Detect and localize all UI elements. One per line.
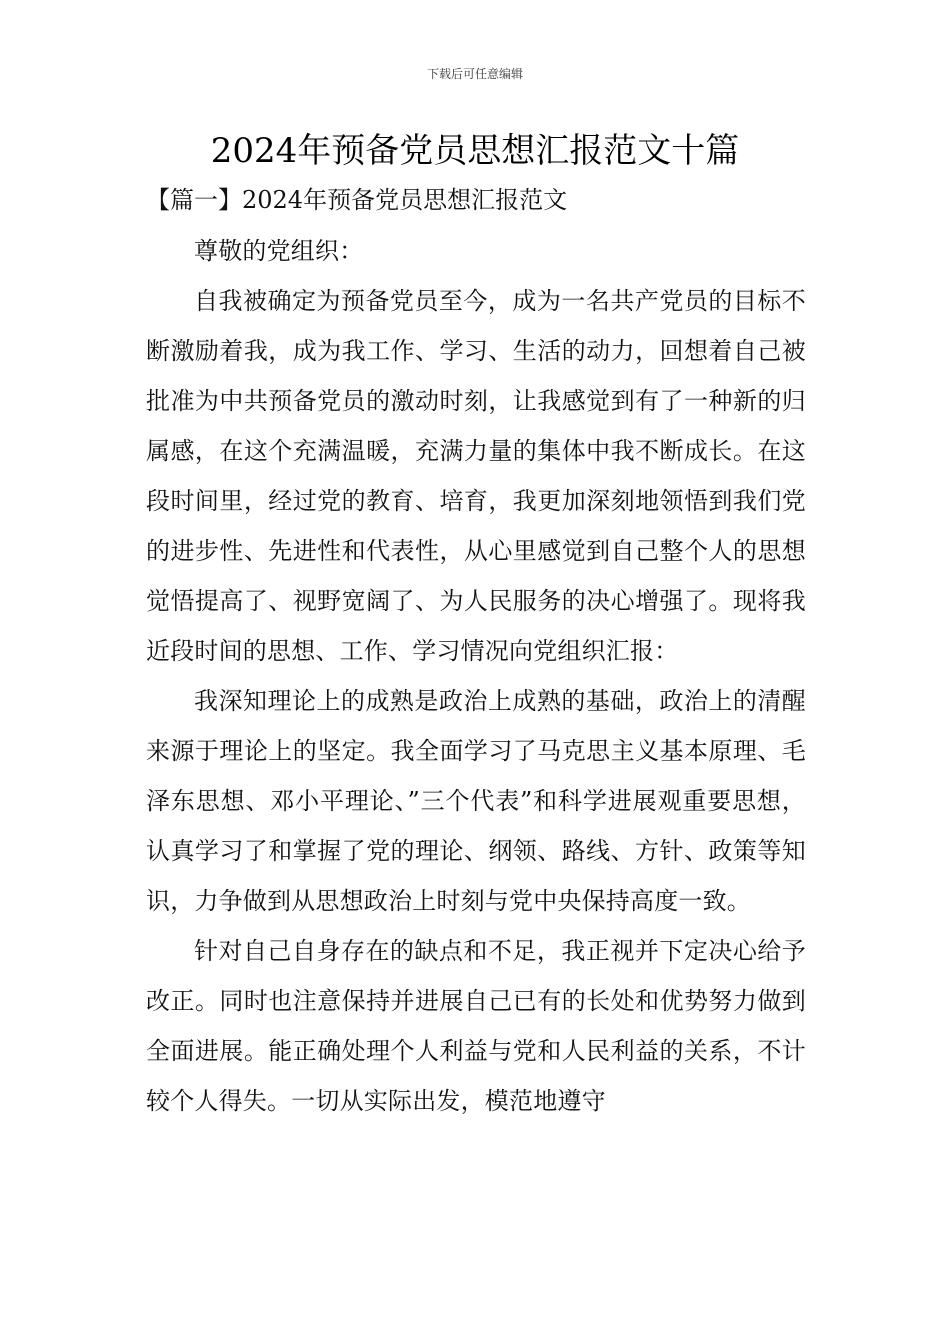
- paragraph: 我深知理论上的成熟是政治上成熟的基础，政治上的清醒来源于理论上的坚定。我全面学习了马克思主义基本原理、毛泽东思想、邓小平理论、”三个代表”和科学进展观重要思想，认真学习了和掌握了党的理论、纲领、路线、方针、政策等知识，力争做到从思想政治上时刻与党中央保持高度一致。: [146, 687, 806, 915]
- document-body: [146, 226, 806, 1126]
- salutation: 尊敬的党组织：: [194, 237, 364, 265]
- paragraph: 针对自己自身存在的缺点和不足，我正视并下定决心给予改正。同时也注意保持并进展自己已有的长处和优势努力做到全面进展。能正确处理个人利益与党和人民利益的关系，不计较个人得失。一切从实际出发，模范地遵守: [146, 937, 806, 1115]
- paragraph: 自我被确定为预备党员至今，成为一名共产党员的目标不断激励着我，成为我工作、学习、生活的动力，回想着自己被批准为中共预备党员的激动时刻，让我感觉到有了一种新的归属感，在这个充满温暖，充满力量的集体中我不断成长。在这段时间里，经过党的教育、培育，我更加深刻地领悟到我们党的进步性、先进性和代表性，从心里感觉到自己整个人的思想觉悟提高了、视野宽阔了、为人民服务的决心增强了。现将我近段时间的思想、工作、学习情况向党组织汇报：: [146, 287, 806, 665]
- header-note: 下载后可任意编辑: [426, 67, 523, 81]
- section-heading: 【篇一】2024年预备党员思想汇报范文: [146, 186, 568, 214]
- document-title: 2024年预备党员思想汇报范文十篇: [210, 131, 740, 171]
